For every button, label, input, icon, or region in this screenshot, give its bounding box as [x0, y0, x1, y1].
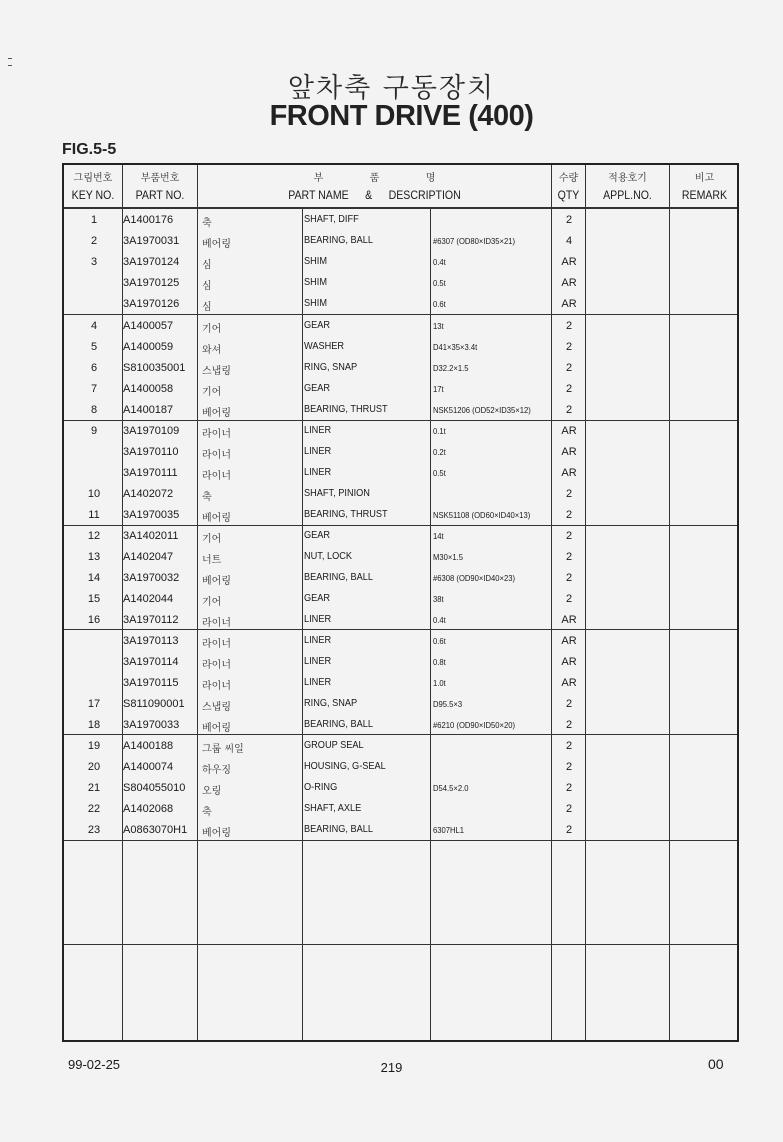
key-no: 22 — [87, 803, 101, 815]
quantity: AR — [561, 656, 577, 668]
korean-name: 베어링 — [202, 513, 231, 524]
description: D41×35×3.4t — [433, 342, 478, 352]
header-part-ko: 부품번호 — [140, 173, 180, 184]
header-name-ko-1: 부 — [313, 173, 324, 184]
part-name: SHIM — [304, 277, 327, 288]
part-name: SHAFT, PINION — [304, 488, 370, 499]
header-name-en-2: DESCRIPTION — [388, 188, 461, 202]
table-row — [64, 610, 737, 631]
table-row — [64, 484, 737, 505]
quantity: 2 — [565, 404, 573, 416]
part-no: S810035001 — [123, 362, 186, 374]
part-no: 3A1970035 — [123, 509, 180, 521]
part-no: 3A1970125 — [123, 277, 180, 289]
korean-name: 그룹 씨일 — [202, 744, 244, 755]
korean-name: 스냅링 — [202, 366, 231, 377]
description: 0.5t — [433, 278, 446, 288]
part-no: A1402047 — [123, 551, 174, 563]
table-row — [64, 505, 737, 526]
key-no: 23 — [87, 824, 101, 836]
quantity: AR — [561, 677, 577, 689]
quantity: 2 — [565, 761, 573, 773]
part-name: BEARING, BALL — [304, 719, 374, 730]
table-row — [64, 799, 737, 820]
description: 38t — [433, 594, 444, 604]
part-name: NUT, LOCK — [304, 551, 353, 562]
description: #6210 (OD90×ID50×20) — [433, 720, 516, 730]
page-number: 219 — [380, 1060, 403, 1075]
part-name: LINER — [304, 677, 332, 688]
part-no: 3A1970032 — [123, 572, 180, 584]
part-no: A1402072 — [123, 488, 174, 500]
description: 0.5t — [433, 468, 446, 478]
part-name: LINER — [304, 425, 332, 436]
part-no: A1400176 — [123, 214, 174, 226]
quantity: 2 — [565, 320, 573, 332]
description: 17t — [433, 384, 444, 394]
title-korean: 앞차축 구동장치 — [287, 73, 496, 104]
table-row — [64, 673, 737, 694]
description: 6307HL1 — [433, 825, 465, 835]
key-no: 7 — [90, 383, 98, 395]
table-row — [64, 252, 737, 273]
table-row — [64, 273, 737, 294]
part-no: A1400057 — [123, 320, 174, 332]
part-no: A1400059 — [123, 341, 174, 353]
table-row — [64, 757, 737, 778]
part-no: 3A1970113 — [123, 635, 179, 647]
part-name: GEAR — [304, 383, 331, 394]
key-no: 21 — [87, 782, 101, 794]
part-name: RING, SNAP — [304, 698, 358, 709]
part-name: GEAR — [304, 320, 331, 331]
table-row — [64, 631, 737, 652]
part-no: 3A1970109 — [123, 425, 180, 437]
part-name: GROUP SEAL — [304, 740, 364, 751]
description: M30×1.5 — [433, 552, 463, 562]
key-no: 15 — [87, 593, 101, 605]
table-row — [64, 210, 737, 231]
description: D32.2×1.5 — [433, 363, 469, 373]
table-row — [64, 589, 737, 610]
table-row — [64, 778, 737, 799]
part-name: HOUSING, G-SEAL — [304, 761, 386, 772]
key-no: 10 — [87, 488, 101, 500]
quantity: AR — [561, 256, 577, 268]
korean-name: 스냅링 — [202, 702, 231, 713]
korean-name: 라이너 — [202, 681, 231, 692]
part-no: 3A1970110 — [123, 446, 179, 458]
part-name: GEAR — [304, 530, 331, 541]
part-name: SHAFT, DIFF — [304, 214, 359, 225]
quantity: 2 — [565, 782, 573, 794]
korean-name: 기어 — [202, 534, 222, 545]
quantity: AR — [561, 446, 577, 458]
korean-name: 베어링 — [202, 723, 231, 734]
footer-date: 99-02-25 — [68, 1057, 121, 1072]
description: NSK51206 (OD52×ID35×12) — [433, 405, 531, 415]
part-no: A1400058 — [123, 383, 174, 395]
header-remark-en: REMARK — [681, 188, 728, 202]
key-no: 17 — [87, 698, 101, 710]
key-no: 3 — [90, 256, 98, 268]
key-no: 4 — [90, 320, 98, 332]
key-no: 9 — [90, 425, 98, 437]
quantity: 2 — [565, 214, 573, 226]
key-no: 12 — [87, 530, 101, 542]
quantity: 2 — [565, 530, 573, 542]
part-name: BEARING, BALL — [304, 824, 374, 835]
key-no: 20 — [87, 761, 101, 773]
part-name: BEARING, THRUST — [304, 509, 388, 520]
header-remark — [670, 165, 739, 208]
quantity: AR — [561, 298, 577, 310]
part-name: LINER — [304, 614, 332, 625]
header-qty-ko: 수량 — [558, 173, 579, 184]
part-name: O-RING — [304, 782, 338, 793]
header-key-ko: 그림번호 — [73, 173, 113, 184]
header-remark-ko: 비고 — [694, 173, 715, 184]
header-part-no — [123, 165, 197, 208]
korean-name: 축 — [202, 492, 212, 503]
part-name: LINER — [304, 635, 332, 646]
part-no: 3A1970124 — [123, 256, 180, 268]
description: 1.0t — [433, 678, 446, 688]
quantity: 2 — [565, 719, 573, 731]
korean-name: 축 — [202, 807, 212, 818]
part-no: A0863070H1 — [123, 824, 188, 836]
korean-name: 기어 — [202, 597, 222, 608]
key-no: 2 — [90, 235, 98, 247]
key-no: 8 — [90, 404, 98, 416]
table-row — [64, 231, 737, 252]
description: D95.5×3 — [433, 699, 463, 709]
header-qty — [552, 165, 585, 208]
quantity: 2 — [565, 488, 573, 500]
korean-name: 와셔 — [202, 345, 222, 356]
table-row — [64, 463, 737, 484]
key-no: 11 — [88, 509, 100, 521]
korean-name: 오링 — [202, 786, 222, 797]
description: #6308 (OD90×ID40×23) — [433, 573, 516, 583]
part-name: LINER — [304, 656, 332, 667]
part-no: A1400188 — [123, 740, 174, 752]
part-no: S804055010 — [123, 782, 186, 794]
table-row — [64, 442, 737, 463]
quantity: 2 — [565, 551, 573, 563]
table-row — [64, 820, 737, 841]
korean-name: 심 — [202, 260, 212, 271]
description: 14t — [433, 531, 444, 541]
key-no: 6 — [90, 362, 98, 374]
part-name: BEARING, BALL — [304, 235, 374, 246]
key-no: 13 — [87, 551, 101, 563]
part-name: BEARING, BALL — [304, 572, 374, 583]
part-no: S811090001 — [123, 698, 185, 710]
table-row — [64, 715, 737, 736]
header-key-en: KEY NO. — [71, 188, 115, 202]
korean-name: 베어링 — [202, 576, 231, 587]
quantity: 2 — [565, 824, 573, 836]
description: 0.2t — [433, 447, 446, 457]
quantity: 2 — [565, 572, 573, 584]
korean-name: 심 — [202, 302, 212, 313]
table-row — [64, 652, 737, 673]
korean-name: 하우징 — [202, 765, 231, 776]
quantity: AR — [561, 425, 577, 437]
header-name-ko-2: 품 — [369, 173, 380, 184]
header-appl-en: APPL.NO. — [603, 188, 652, 202]
part-name: BEARING, THRUST — [304, 404, 388, 415]
quantity: 2 — [565, 803, 573, 815]
description: 0.4t — [433, 615, 446, 625]
korean-name: 라이너 — [202, 618, 231, 629]
key-no: 1 — [90, 214, 98, 226]
korean-name: 너트 — [202, 555, 222, 566]
part-no: 3A1970115 — [123, 677, 179, 689]
header-qty-en: QTY — [557, 188, 580, 202]
quantity: 2 — [565, 362, 573, 374]
part-name: WASHER — [304, 341, 345, 352]
table-row — [64, 694, 737, 715]
description: 13t — [433, 321, 444, 331]
description: D54.5×2.0 — [433, 783, 469, 793]
quantity: 2 — [565, 593, 573, 605]
part-name: SHIM — [304, 298, 327, 309]
header-name-ko-3: 명 — [425, 173, 436, 184]
part-no: 3A1970111 — [123, 467, 178, 479]
korean-name: 베어링 — [202, 828, 231, 839]
korean-name: 기어 — [202, 387, 222, 398]
quantity: 4 — [565, 235, 573, 247]
quantity: AR — [561, 635, 577, 647]
description: NSK51108 (OD60×ID40×13) — [433, 510, 531, 520]
table-row — [64, 358, 737, 379]
description: 0.6t — [433, 636, 446, 646]
title-english: FRONT DRIVE (400) — [269, 100, 534, 132]
part-no: 3A1402011 — [123, 530, 179, 542]
part-no: 3A1970033 — [123, 719, 180, 731]
table-row — [64, 526, 737, 547]
scan-mark — [8, 58, 12, 59]
table-row — [64, 736, 737, 757]
table-row — [64, 568, 737, 589]
table-row — [64, 421, 737, 442]
revision-number: 00 — [708, 1056, 724, 1072]
header-appl-ko: 적용호기 — [608, 173, 647, 184]
description: 0.4t — [433, 257, 446, 267]
header-part-name — [198, 165, 551, 208]
quantity: 2 — [565, 698, 573, 710]
parts-table — [62, 163, 739, 1042]
korean-name: 기어 — [202, 324, 222, 335]
quantity: 2 — [565, 383, 573, 395]
part-name: LINER — [304, 446, 332, 457]
table-row — [64, 400, 737, 421]
korean-name: 라이너 — [202, 660, 231, 671]
key-no: 16 — [87, 614, 101, 626]
header-key-no — [64, 165, 122, 208]
korean-name: 축 — [202, 218, 212, 229]
quantity: 2 — [565, 509, 573, 521]
figure-label: FIG.5-5 — [62, 141, 117, 158]
korean-name: 라이너 — [202, 450, 231, 461]
table-row — [64, 294, 737, 315]
table-row — [64, 547, 737, 568]
part-no: 3A1970031 — [123, 235, 180, 247]
quantity: 2 — [565, 740, 573, 752]
part-name: SHIM — [304, 256, 327, 267]
table-row — [64, 316, 737, 337]
key-no: 19 — [87, 740, 101, 752]
part-name: RING, SNAP — [304, 362, 358, 373]
table-row — [64, 379, 737, 400]
description: 0.1t — [433, 426, 446, 436]
korean-name: 베어링 — [202, 408, 231, 419]
quantity: AR — [561, 277, 577, 289]
header-part-en: PART NO. — [135, 188, 185, 202]
key-no: 14 — [87, 572, 101, 584]
korean-name: 라이너 — [202, 429, 231, 440]
korean-name: 심 — [202, 281, 212, 292]
description: 0.6t — [433, 299, 446, 309]
part-no: 3A1970126 — [123, 298, 180, 310]
description: #6307 (OD80×ID35×21) — [433, 236, 516, 246]
group-divider — [64, 944, 737, 945]
part-name: SHAFT, AXLE — [304, 803, 362, 814]
table-row — [64, 337, 737, 358]
key-no: 5 — [90, 341, 98, 353]
quantity: AR — [561, 614, 577, 626]
header-name-en-1: PART NAME — [288, 188, 349, 202]
quantity: 2 — [565, 341, 573, 353]
part-name: GEAR — [304, 593, 331, 604]
part-no: A1402068 — [123, 803, 174, 815]
header-appl-no — [586, 165, 669, 208]
korean-name: 베어링 — [202, 239, 231, 250]
part-no: 3A1970114 — [123, 656, 179, 668]
part-name: LINER — [304, 467, 332, 478]
korean-name: 라이너 — [202, 639, 231, 650]
key-no: 18 — [87, 719, 101, 731]
part-no: 3A1970112 — [123, 614, 179, 626]
header-name-amp: & — [365, 188, 373, 202]
quantity: AR — [561, 467, 577, 479]
part-no: A1400187 — [123, 404, 174, 416]
description: 0.8t — [433, 657, 446, 667]
korean-name: 라이너 — [202, 471, 231, 482]
part-no: A1402044 — [123, 593, 174, 605]
part-no: A1400074 — [123, 761, 174, 773]
